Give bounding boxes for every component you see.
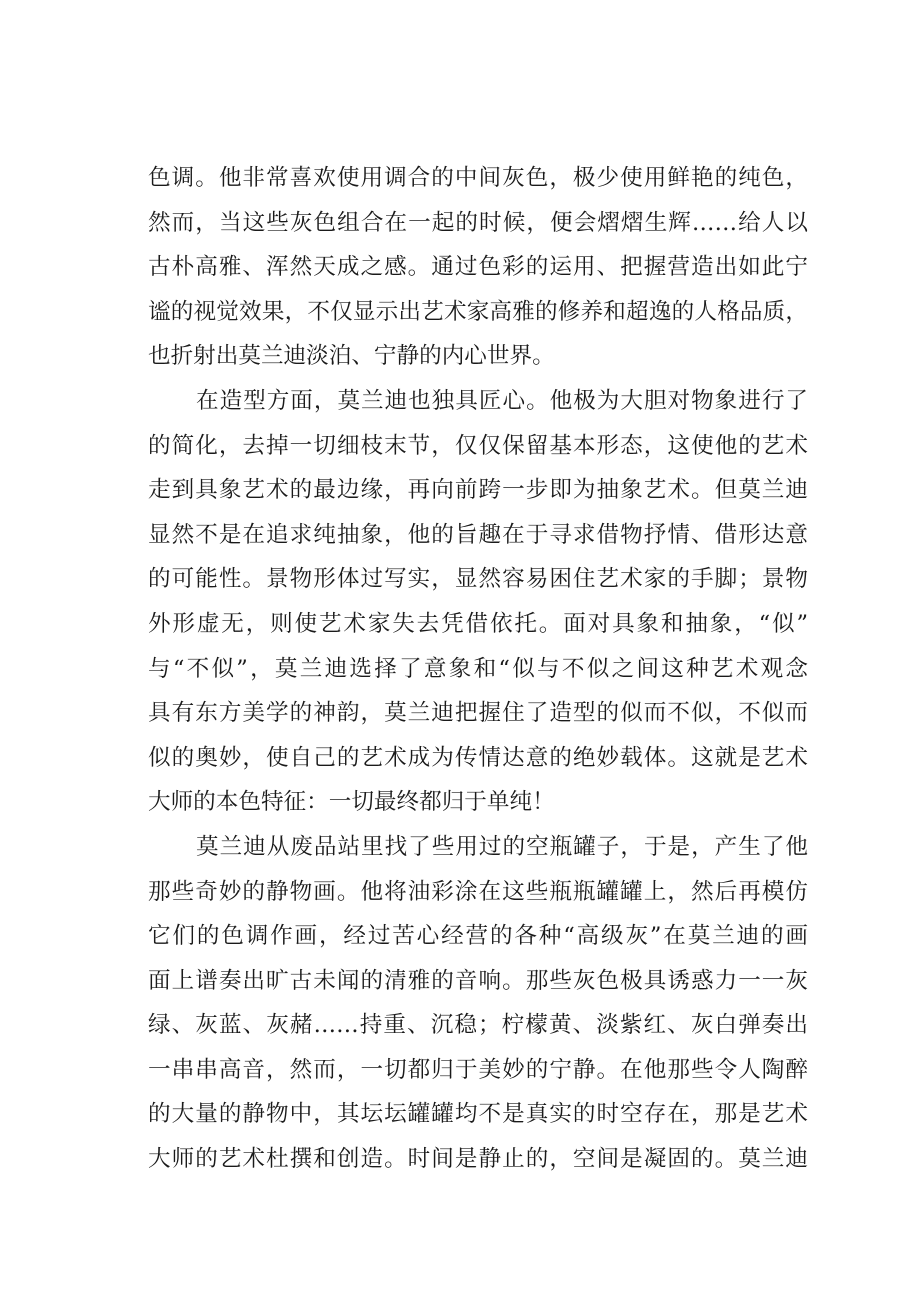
paragraph-3-line-2: 那些奇妙的静物画。他将油彩涂在这些瓶瓶罐罐上，然后再模仿 [148, 878, 808, 905]
paragraph-1-line-4: 谧的视觉效果，不仅显示出艺术家高雅的修养和超逸的人格品质， [148, 298, 808, 325]
paragraph-2-line-1: 在造型方面，莫兰迪也独具匠心。他极为大胆对物象进行了 [196, 387, 808, 414]
paragraph-3-line-5: 绿、灰蓝、灰赭……持重、沉稳；柠檬黄、淡紫红、灰白弹奏出 [148, 1012, 808, 1039]
paragraph-1-line-3: 古朴高雅、浑然天成之感。通过色彩的运用、把握营造出如此宁 [148, 254, 808, 281]
paragraph-3-line-7: 的大量的静物中，其坛坛罐罐均不是真实的时空存在，那是艺术 [148, 1101, 808, 1128]
paragraph-2-line-4: 显然不是在追求纯抽象，他的旨趣在于寻求借物抒情、借形达意 [148, 521, 808, 548]
paragraph-3-line-4: 面上谱奏出旷古未闻的清雅的音响。那些灰色极具诱惑力一一灰 [148, 967, 808, 994]
paragraph-2-line-6: 外形虚无，则使艺术家失去凭借依托。面对具象和抽象，“似” [148, 610, 808, 637]
paragraph-2-line-9: 似的奥妙，使自己的艺术成为传情达意的绝妙载体。这就是艺术 [148, 744, 808, 771]
paragraph-2-line-5: 的可能性。景物形体过写实，显然容易困住艺术家的手脚；景物 [148, 566, 808, 593]
body-text [148, 156, 808, 1182]
paragraph-2-line-3: 走到具象艺术的最边缘，再向前跨一步即为抽象艺术。但莫兰迪 [148, 477, 808, 504]
paragraph-3-line-8: 大师的艺术杜撰和创造。时间是静止的，空间是凝固的。莫兰迪 [148, 1146, 808, 1173]
paragraph-3-line-1: 莫兰迪从废品站里找了些用过的空瓶罐子，于是，产生了他 [196, 833, 808, 860]
paragraph-2-line-10: 大师的本色特征：一切最终都归于单纯！ [148, 789, 555, 816]
paragraph-2-line-2: 的简化，去掉一切细枝末节，仅仅保留基本形态，这使他的艺术 [148, 432, 808, 459]
paragraph-1-line-2: 然而，当这些灰色组合在一起的时候，便会熠熠生辉……给人以 [148, 209, 808, 236]
paragraph-2-line-8: 具有东方美学的神韵，莫兰迪把握住了造型的似而不似，不似而 [148, 700, 808, 727]
paragraph-1-line-5: 也折射出莫兰迪淡泊、宁静的内心世界。 [148, 343, 555, 370]
paragraph-3-line-6: 一串串高音，然而，一切都归于美妙的宁静。在他那些令人陶醉 [148, 1056, 808, 1083]
paragraph-2-line-7: 与“不似”，莫兰迪选择了意象和“似与不似之间这种艺术观念 [148, 655, 808, 682]
paragraph-3-line-3: 它们的色调作画，经过苦心经营的各种“高级灰”在莫兰迪的画 [148, 923, 808, 950]
paragraph-1-line-1: 色调。他非常喜欢使用调合的中间灰色，极少使用鲜艳的纯色， [148, 165, 808, 191]
